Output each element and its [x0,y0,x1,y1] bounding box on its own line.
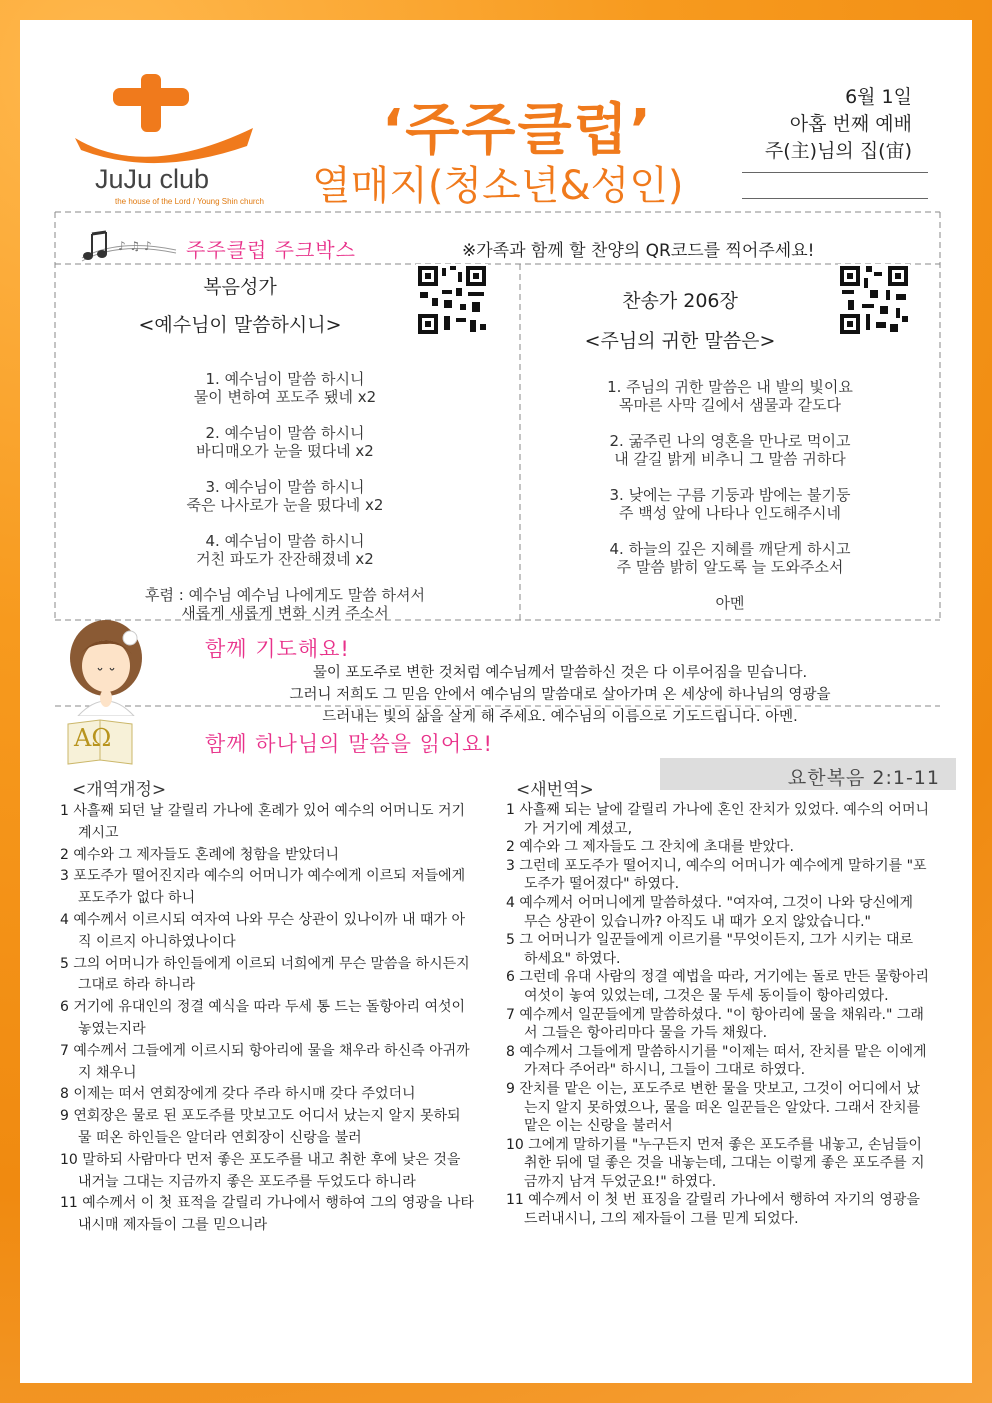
verse: 10 그에게 말하기를 "누구든지 먼저 좋은 포도주를 내놓고, 손님들이 취한 뒤에 덜 좋은 것을 내놓는데, 그대는 이렇게 좋은 포도주를 지금까지 남겨 두었군요!" 하였다. [506,1136,925,1190]
song2-lyrics [540,378,920,630]
song2-category: 찬송가 206장 [622,290,738,312]
song-line: 후렴 : 예수님 예수님 나에게도 말씀 하셔서 [145,586,425,604]
qr-code-icon[interactable] [416,264,488,336]
verse: 1 사흘째 되던 날 갈릴리 가나에 혼례가 있어 예수의 어머니도 거기 계시고 [60,803,466,841]
logo-name: JuJu club [95,164,210,194]
jukebox-note: ※가족과 함께 할 찬양의 QR코드를 찍어주세요! [462,241,815,261]
song-line: 4. 하늘의 깊은 지혜를 깨닫게 하시고 [609,540,851,558]
song-line: 새롭게 새롭게 변화 시켜 주소서 [181,604,389,622]
verse: 3 포도주가 떨어진지라 예수의 어머니가 예수에게 이르되 저들에게 포도주가 없다 하니 [60,868,466,907]
song-line: 아멘 [715,594,745,612]
verse: 4 예수께서 이르시되 여자여 나와 무슨 상관이 있나이까 내 때가 아직 이르지 아니하였나이다 [60,911,466,950]
verse: 1 사흘째 되는 날에 갈릴리 가나에 혼인 잔치가 있었다. 예수의 어머니가 거기에 계셨고, [506,802,930,837]
song-line: 2. 굶주린 나의 영혼을 만나로 먹이고 [609,432,851,450]
verse: 3 그런데 포도주가 떨어지니, 예수의 어머니가 예수에게 말하기를 "포도주가 떨어졌다" 하였다. [506,857,927,893]
song1-lyrics [80,370,490,640]
verse: 7 예수께서 일꾼들에게 말씀하셨다. "이 항아리에 물을 채워라." 그래서 그들은 항아리마다 물을 가득 채웠다. [506,1006,924,1042]
old-version-verses [60,801,478,1237]
song-verse [540,432,920,468]
new-version-verses [506,801,930,1229]
verse: 10 말하되 사람마다 먼저 좋은 포도주를 내고 취한 후에 낮은 것을 내거늘 그대는 지금까지 좋은 포도주를 두었도다 하니라 [60,1151,461,1190]
jukebox-title: 주주클럽 주크박스 [186,238,356,262]
prayer-line: 드러내는 빛의 삶을 살게 해 주세요. 예수님의 이름으로 기도드립니다. 아멘. [322,709,798,725]
qr-code-icon[interactable] [838,264,910,336]
song-line: 거친 파도가 잔잔해졌네 x2 [196,550,374,568]
song-verse [540,378,920,414]
song-line: 3. 낮에는 구름 기둥과 밤에는 불기둥 [609,486,851,504]
scripture-reference: 요한복음 2:1-11 [660,758,956,790]
bible-icon [64,716,136,768]
song-line: 3. 예수님이 말씀 하시니 [205,478,365,496]
song-verse [80,532,490,568]
song1-title: <예수님이 말씀하시니> [138,314,342,336]
service-number: 아홉 번째 예배 [789,113,912,135]
verse: 2 예수와 그 제자들도 그 잔치에 초대를 받았다. [506,839,794,856]
alpha-omega-text: AΩ [74,724,112,752]
song-line: 주 말씀 밝히 알도록 늘 도와주소서 [616,558,844,576]
verse: 5 그 어머니가 일꾼들에게 이르기를 "무엇이든지, 그가 시키는 대로 하세요" 하였다. [506,932,914,967]
prayer-title: 함께 기도해요! [205,637,350,661]
song-line: 1. 주님의 귀한 말씀은 내 발의 빛이요 [607,378,853,396]
service-place: 주(主)님의 집(宙) [764,140,912,162]
svg-text:♪ ♫ ♪: ♪ ♫ ♪ [118,239,152,253]
song-verse [540,540,920,576]
prayer-line: 그러니 저희도 그 믿음 안에서 예수님의 말씀대로 살아가며 온 세상에 하나님의 영광을 [289,687,831,703]
verse: 6 거기에 유대인의 정결 예식을 따라 두세 통 드는 돌항아리 여섯이 놓였는지라 [60,999,466,1037]
song-line: 내 갈길 밝게 비추니 그 말씀 귀하다 [614,450,846,468]
music-notes-icon [78,228,178,264]
song-line: 물이 변하여 포도주 됐네 x2 [193,388,377,406]
verse: 6 그런데 유대 사람의 정결 예법을 따라, 거기에는 돌로 만든 물항아리 여섯이 놓여 있었는데, 그것은 물 두세 동이들이 항아리였다. [506,969,930,1004]
page-subtitle: 열매지(청소년&성인) [312,163,684,209]
prayer-line: 물이 포도주로 변한 것처럼 예수님께서 말씀하신 것은 다 이루어짐을 믿습니다. [312,665,808,681]
verse: 8 예수께서 그들에게 말씀하시기를 "이제는 떠서, 잔치를 맡은 이에게 가져다 주어라" 하시니, 그들이 그대로 하였다. [506,1043,927,1079]
song-verse [540,594,920,612]
page-title: ‘주주클럽’ [382,98,653,163]
verse: 4 예수께서 어머니에게 말씀하셨다. "여자여, 그것이 나와 당신에게 무슨 상관이 있습니까? 아직도 내 때가 오지 않았습니다." [506,894,914,930]
song-line: 바디매오가 눈을 떴다네 x2 [196,442,374,460]
verse: 8 이제는 떠서 연회장에게 갖다 주라 하시매 갖다 주었더니 [60,1086,416,1103]
song-line: 2. 예수님이 말씀 하시니 [205,424,365,442]
verse: 11 예수께서 이 첫 표적을 갈릴리 가나에서 행하여 그의 영광을 나타내시매 제자들이 그를 믿으니라 [60,1195,474,1234]
verse: 5 그의 어머니가 하인들에게 이르되 너희에게 무슨 말씀을 하시든지 그대로 하라 하니라 [60,955,470,994]
song-line: 주 백성 앞에 나타나 인도해주시네 [619,504,841,522]
song2-title: <주님의 귀한 말씀은> [584,330,776,352]
verse: 7 예수께서 그들에게 이르시되 항아리에 물을 채우라 하신즉 아귀까지 채우니 [60,1042,470,1081]
song-verse [540,486,920,522]
verse: 9 잔치를 맡은 이는, 포도주로 변한 물을 맛보고, 그것이 어디에서 났는지 알지 못하였으나, 물을 떠온 일꾼들은 알았다. 그래서 잔치를 맡은 이는 신랑을 불러서 [506,1080,921,1135]
reading-title: 함께 하나님의 말씀을 읽어요! [205,732,493,756]
prayer-text [180,662,940,728]
new-version-title: <새번역> [516,780,594,800]
verse: 2 예수와 그 제자들도 혼례에 청함을 받았더니 [60,846,340,863]
praying-girl-icon [60,616,152,716]
old-version-title: <개역개정> [72,780,167,800]
logo-tagline: the house of the Lord / Young Shin church [115,197,265,206]
bulletin-page [20,20,972,1383]
song-verse [80,424,490,460]
song1-category: 복음성가 [203,276,277,298]
song-line: 4. 예수님이 말씀 하시니 [205,532,365,550]
song-line: 죽은 나사로가 눈을 떴다네 x2 [186,496,384,514]
song-verse [80,370,490,406]
service-date: 6월 1일 [845,86,912,108]
song-verse [80,478,490,514]
verse: 9 연회장은 물로 된 포도주를 맛보고도 어디서 났는지 알지 못하되 물 떠온 하인들은 알더라 연회장이 신랑을 불러 [60,1108,461,1146]
verse: 11 예수께서 이 첫 번 표징을 갈릴리 가나에서 행하여 자기의 영광을 드러내시니, 그의 제자들이 그를 믿게 되었다. [506,1192,920,1228]
song-line: 1. 예수님이 말씀 하시니 [205,370,365,388]
song-line: 목마른 사막 길에서 샘물과 같도다 [619,396,841,414]
